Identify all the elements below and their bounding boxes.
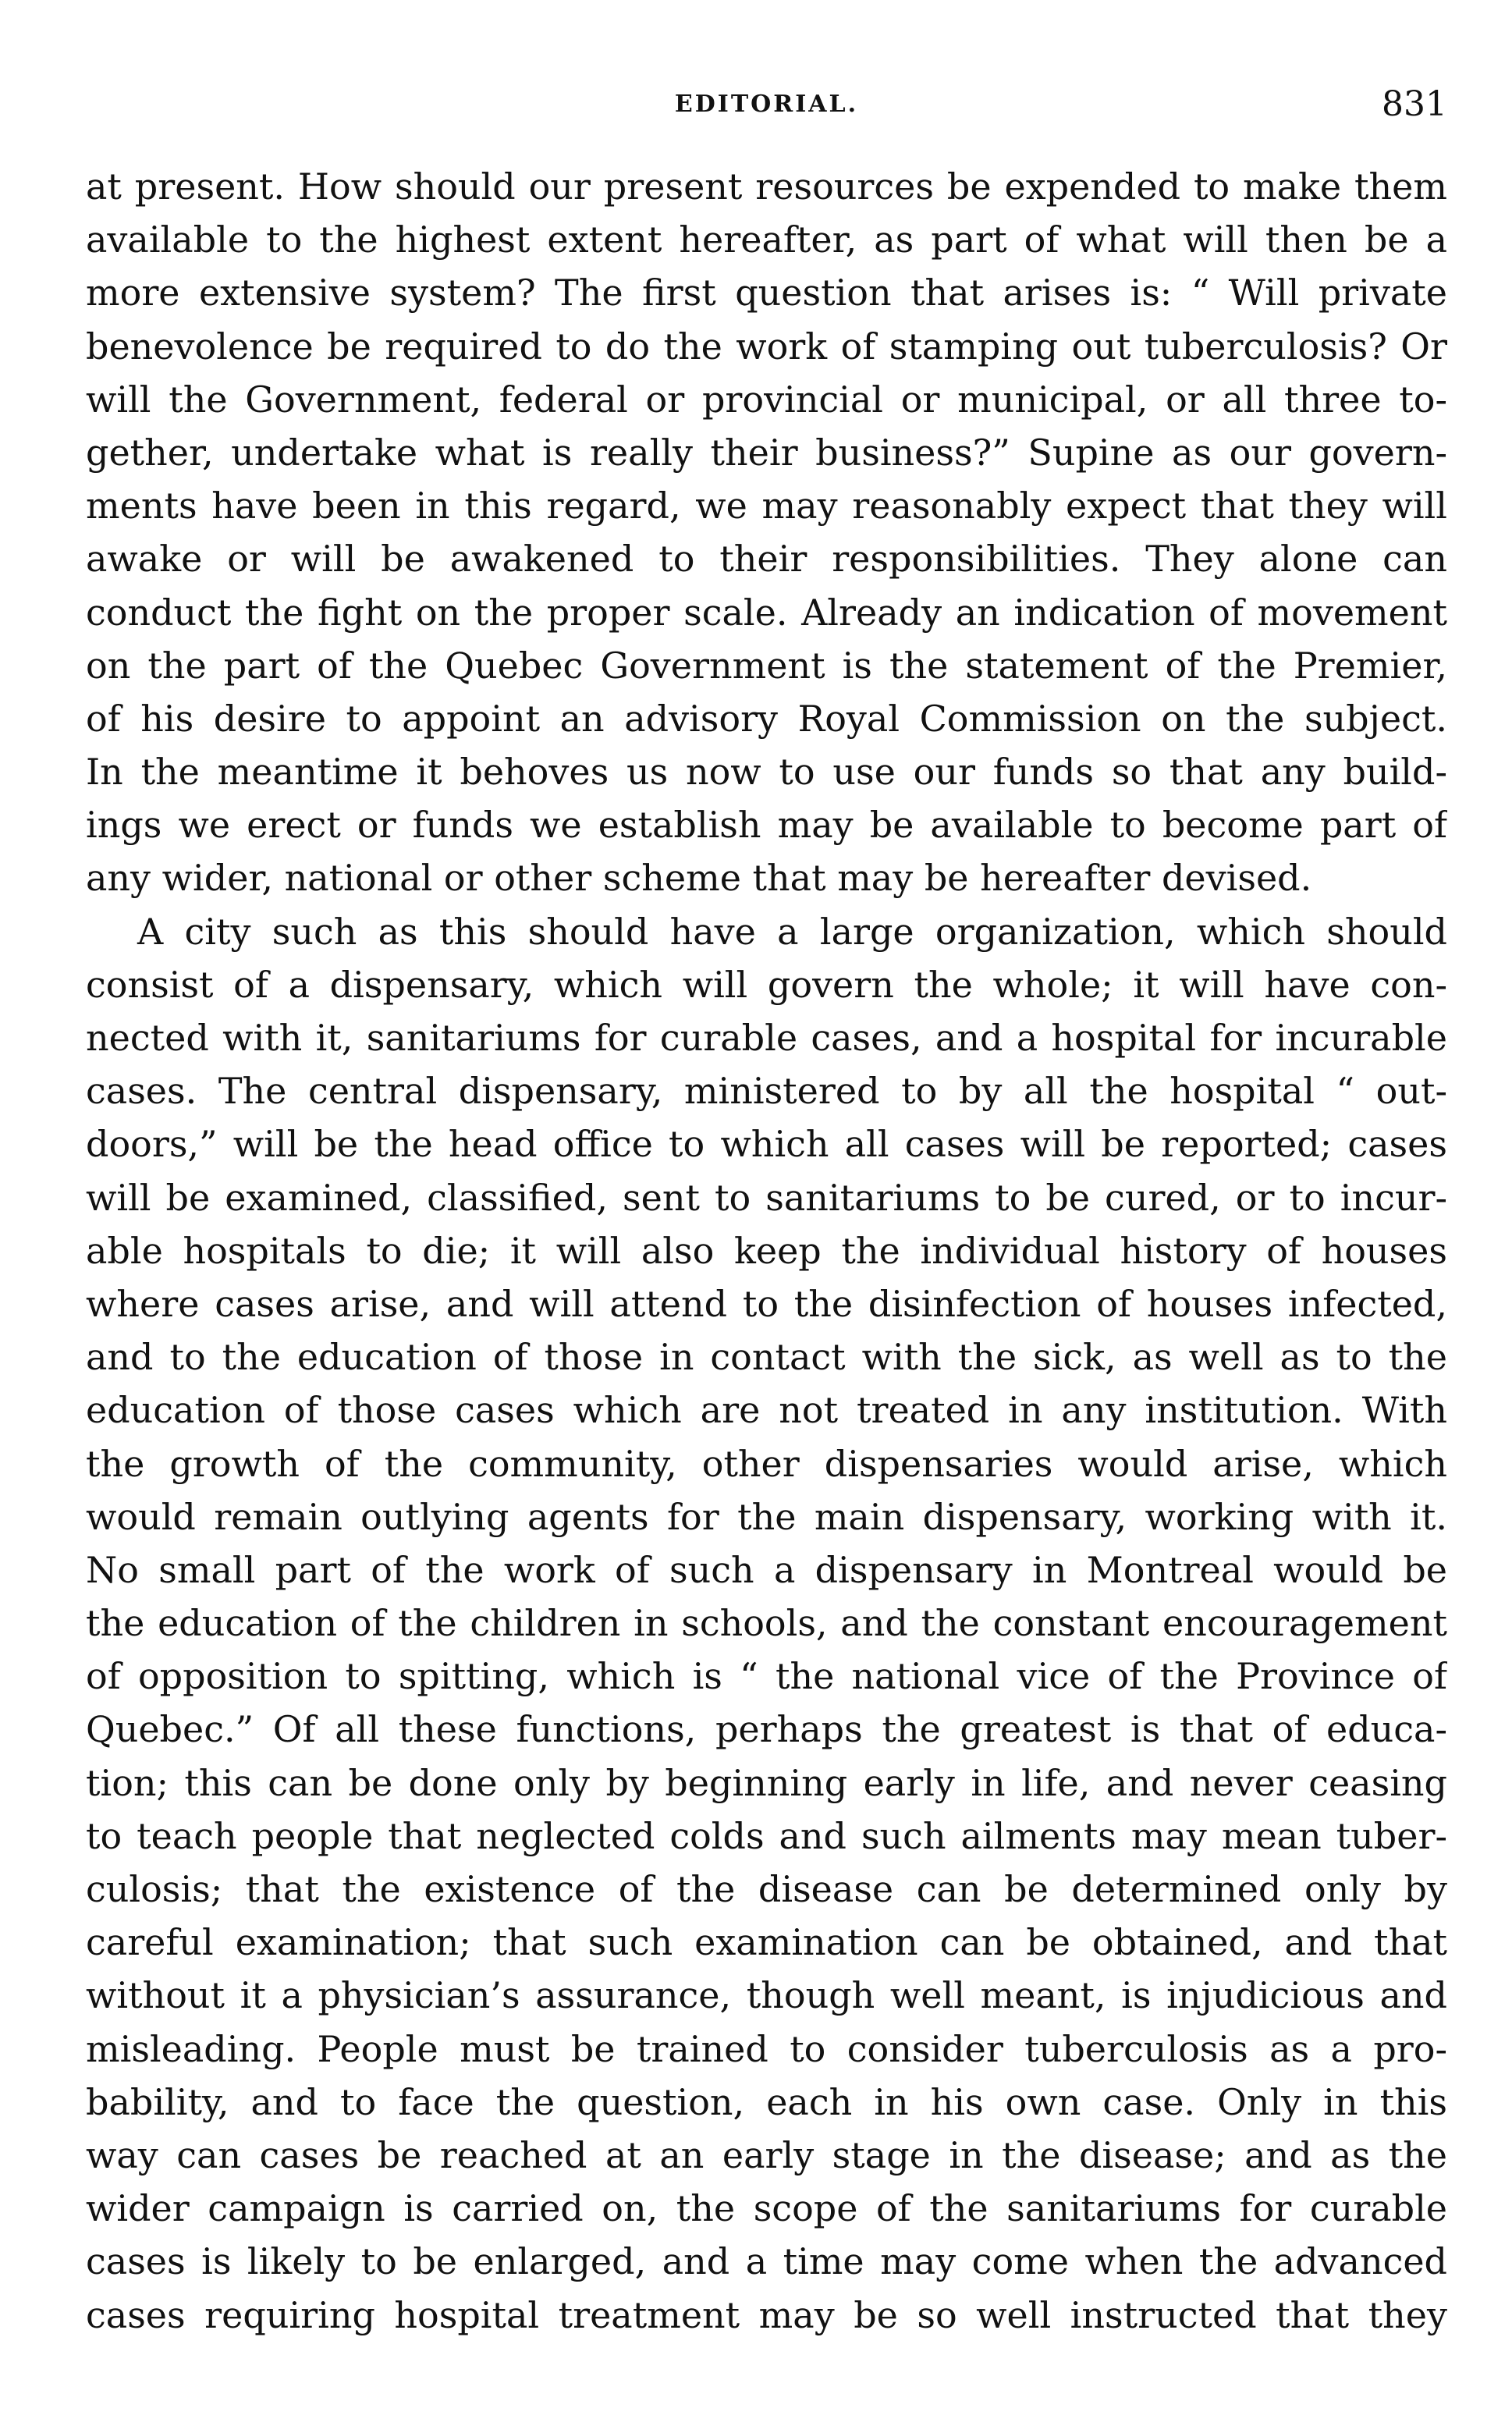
text-line: Quebec.” Of all these functions, perhaps the greatest is that of educa- [86,1708,1447,1751]
text-line: available to the highest extent hereafter, as part of what will then be a [86,218,1447,261]
text-line: In the meantime it behoves us now to use our funds so that any build- [86,751,1447,794]
text-line: consist of a dispensary, which will govern the whole; it will have con- [86,963,1447,1006]
text-line: nected with it, sanitariums for curable cases, and a hospital for incurable [86,1017,1447,1059]
text-line: will the Government, federal or provincial or municipal, or all three to- [86,378,1447,421]
text-line: to teach people that neglected colds and such ailments may mean tuber- [86,1814,1447,1857]
text-line: gether, undertake what is really their business?” Supine as our govern- [86,431,1447,474]
text-line: tion; this can be done only by beginning early in life, and never ceasing [86,1761,1447,1804]
text-line: No small part of the work of such a dispensary in Montreal would be [86,1548,1447,1591]
text-line: at present. How should our present resources be expended to make them [86,165,1447,208]
text-line: where cases arise, and will attend to the disinfection of houses infected, [86,1282,1447,1325]
text-line: way can cases be reached at an early stage in the disease; and as the [86,2133,1447,2176]
text-line: cases requiring hospital treatment may be so well instructed that they [86,2293,1447,2336]
text-line: of opposition to spitting, which is “ the national vice of the Province of [86,1655,1447,1698]
body-text [86,160,1447,2342]
running-head: EDITORIAL. [674,91,859,118]
text-line: able hospitals to die; it will also keep the individual history of houses [86,1229,1447,1272]
text-line: cases is likely to be enlarged, and a time may come when the advanced [86,2240,1447,2283]
text-line: more extensive system? The first question that arises is: “ Will private [86,272,1447,314]
text-line: would remain outlying agents for the main dispensary, working with it. [86,1495,1447,1538]
text-line: careful examination; that such examination can be obtained, and that [86,1921,1447,1964]
text-line: benevolence be required to do the work of stamping out tuberculosis? Or [86,325,1447,368]
page-header [86,84,1447,131]
text-line: of his desire to appoint an advisory Royal Commission on the subject. [86,697,1447,740]
text-line: wider campaign is carried on, the scope of the sanitariums for curable [86,2187,1447,2230]
text-line: education of those cases which are not treated in any institution. With [86,1389,1447,1432]
text-line: awake or will be awakened to their responsibilities. They alone can [86,538,1447,581]
text-line: the growth of the community, other dispensaries would arise, which [86,1442,1447,1485]
page-number: 831 [1382,84,1447,124]
text-line: bability, and to face the question, each in his own case. Only in this [86,2080,1447,2123]
text-line: on the part of the Quebec Government is the statement of the Premier, [86,644,1447,687]
text-line: A city such as this should have a large organization, which should [137,910,1447,953]
text-line: cases. The central dispensary, ministered to by all the hospital “ out- [86,1070,1447,1113]
text-line: will be examined, classified, sent to sanitariums to be cured, or to incur- [86,1176,1447,1219]
text-line: ings we erect or funds we establish may be available to become part of [86,804,1447,847]
text-line: doors,” will be the head office to which all cases will be reported; cases [86,1123,1447,1166]
text-line: conduct the fight on the proper scale. Already an indication of movement [86,591,1447,634]
text-line: and to the education of those in contact with the sick, as well as to the [86,1336,1447,1379]
text-line: ments have been in this regard, we may reasonably expect that they will [86,485,1447,527]
text-line: the education of the children in schools, and the constant encouragement [86,1602,1447,1645]
text-line: misleading. People must be trained to consider tuberculosis as a pro- [86,2027,1447,2070]
text-line: without it a physician’s assurance, though well meant, is injudicious and [86,1974,1447,2017]
text-line: culosis; that the existence of the disease can be determined only by [86,1868,1447,1910]
text-line: any wider, national or other scheme that may be hereafter devised. [86,857,1312,900]
